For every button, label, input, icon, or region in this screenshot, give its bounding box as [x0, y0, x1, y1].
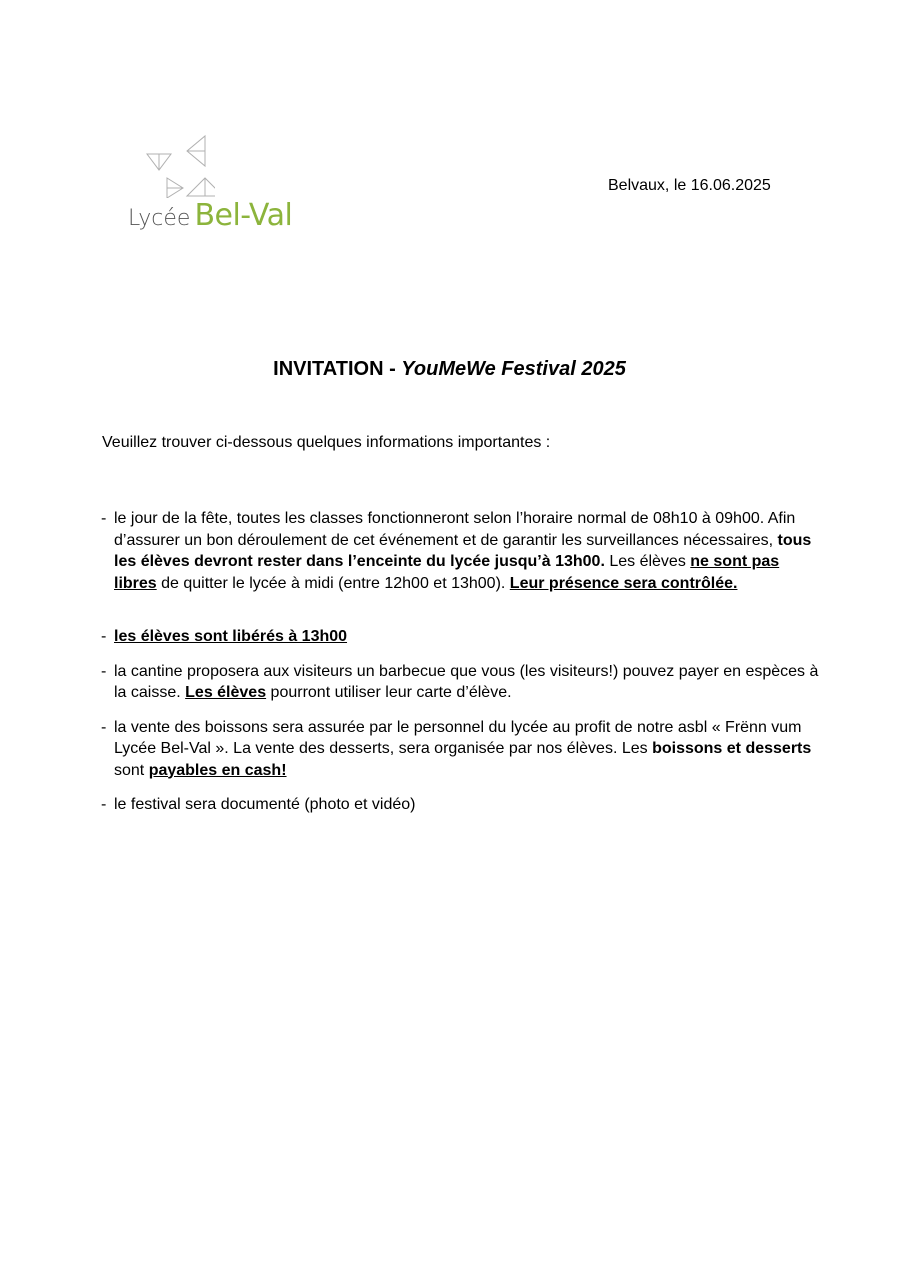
list-item [101, 661, 821, 704]
item-bold-underlined-text: les élèves sont libérés à 13h00 [114, 628, 348, 645]
letter-date: Belvaux, le 16.06.2025 [608, 177, 771, 194]
item-text: le festival sera documenté (photo et vidéo) [114, 796, 416, 813]
item-text: sont [114, 761, 149, 779]
title-event-name: YouMeWe Festival 2025 [401, 358, 626, 380]
item-text: pourront utiliser leur carte d’élève. [266, 684, 512, 701]
item-bold-text: boissons et desserts [652, 740, 812, 757]
list-dash: - [101, 628, 107, 645]
item-bold-underlined-text: payables en cash! [148, 761, 287, 779]
list-item [101, 508, 821, 594]
list-dash: - [101, 662, 107, 680]
item-text: de quitter le lycée à midi (entre 12h00 et 13h00). [156, 574, 510, 592]
logo-wordmark [128, 198, 292, 233]
item-text: Les élèves [604, 553, 691, 570]
item-text: le jour de la fête, toutes les classes fonctionneront selon l’horaire normal de 08h10 à 09h00. Afin d’assurer un bon déroulement de cet événement et de garantir les surveillances nécessaires, [114, 510, 796, 549]
list-dash: - [101, 718, 107, 736]
school-logo [125, 132, 305, 247]
item-bold-underlined-text: Leur présence sera contrôlée. [509, 574, 738, 592]
item-bold-underlined-text: Les élèves [185, 684, 267, 701]
intro-paragraph: Veuillez trouver ci-dessous quelques informations importantes : [102, 434, 551, 451]
list-dash: - [101, 796, 107, 813]
item-text: la cantine proposera aux visiteurs un barbecue que vous (les visiteurs!) pouvez payer en espèces à la caisse. [114, 662, 819, 701]
list-item [101, 626, 821, 648]
item-bold-text: tous les élèves devront rester dans l’enceinte du lycée jusqu’à 13h00. [114, 531, 812, 570]
triangles-logo-icon [145, 132, 215, 198]
list-item [101, 717, 821, 782]
item-bold-underlined-text: ne sont pas libres [114, 553, 780, 592]
list-item [101, 794, 821, 816]
list-dash: - [101, 510, 107, 527]
logo-lycee-text: Lycée [128, 206, 191, 231]
document-title [0, 358, 899, 381]
logo-belval-text: Bel-Val [194, 198, 293, 233]
title-prefix: INVITATION - [273, 358, 402, 380]
information-list [101, 508, 821, 829]
item-text: la vente des boissons sera assurée par le personnel du lycée au profit de notre asbl « Frënn vum Lycée Bel-Val ». La vente des desserts, sera organisée par nos élèves. Les [114, 718, 802, 757]
